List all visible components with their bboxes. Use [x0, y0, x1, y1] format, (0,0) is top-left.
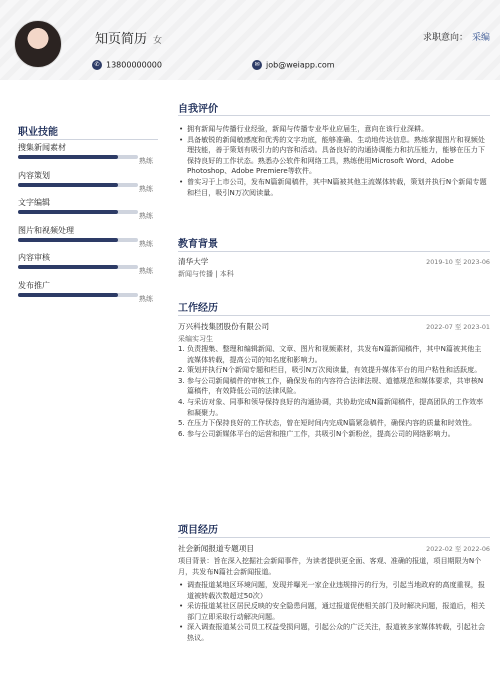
email-icon: ✉	[252, 60, 262, 70]
skill-level: 熟练	[139, 185, 153, 193]
item-number: 6.	[178, 428, 185, 438]
skill-bar-fill	[18, 183, 118, 187]
list-item	[178, 344, 488, 365]
item-text: 策划并执行N个新闻专题和栏目，吸引N万次阅读量，有效提升媒体平台的用户粘性和活跃度。	[187, 365, 482, 375]
intent-value: 采编	[471, 33, 490, 43]
skill-bar	[18, 238, 138, 242]
education-dates: 2019-10 至 2023-06	[426, 258, 490, 266]
list-item: • 深入调查报道某公司员工权益受损问题，引起公众的广泛关注，报道被多家媒体转载，引起社会热议。	[178, 622, 488, 643]
skill-name: 内容审核	[18, 253, 50, 262]
skill-bar-fill	[18, 293, 118, 297]
skill-level: 熟练	[139, 267, 153, 275]
list-item: • 调查报道某地区环境问题，发现并曝光一家企业违规排污的行为，引起当地政府的高度重视，报道被转载次数超过50次）	[178, 580, 488, 601]
phone-text: 13800000000	[106, 60, 162, 70]
skills-title: 职业技能	[18, 127, 58, 138]
main-content	[168, 80, 490, 693]
skill-level: 熟练	[139, 295, 153, 303]
section-divider	[178, 537, 490, 538]
list-item: • 拥有新闻与传播行业经验，新闻与传播专业毕业应届生，意向在该行业深耕。	[178, 124, 488, 135]
self-eval-title: 自我评价	[178, 104, 218, 115]
list-item	[178, 429, 488, 440]
email-text: job@weiapp.com	[266, 60, 335, 70]
skill-bar-fill	[18, 155, 118, 159]
phone-icon: ✆	[92, 60, 102, 70]
work-title: 工作经历	[178, 303, 218, 314]
skill-name: 搜集新闻素材	[18, 143, 66, 152]
list-item	[178, 365, 488, 376]
education-major: 新闻与传播 | 本科	[178, 270, 234, 278]
phone-item	[92, 60, 162, 70]
project-title: 项目经历	[178, 525, 218, 536]
education-row	[178, 256, 490, 267]
list-item	[178, 418, 488, 429]
skill-item	[18, 142, 158, 170]
section-divider	[178, 115, 490, 116]
list-item	[178, 397, 488, 418]
project-background: 项目背景：旨在深入挖掘社会新闻事件，为读者提供更全面、客观、准确的报道，项目期限为N个月，共发布N篇社会新闻报道。	[178, 556, 482, 576]
item-number: 3.	[178, 375, 185, 385]
skill-name: 内容策划	[18, 171, 50, 180]
project-dates: 2022-02 至 2022-06	[426, 545, 490, 553]
list-item: • 曾实习于上市公司，发布N篇新闻稿件，其中N篇被其他主流媒体转载，策划并执行N个新闻专题和栏目，吸引N万次阅读量。	[178, 177, 488, 198]
gender-text: 女	[153, 36, 163, 46]
project-name: 社会新闻报道专题项目	[178, 544, 254, 553]
email-item	[252, 60, 335, 70]
skill-bar	[18, 210, 138, 214]
skill-level: 熟练	[139, 157, 153, 165]
name-text: 知页简历	[95, 32, 148, 47]
skill-bar	[18, 183, 138, 187]
work-role: 采编实习生	[178, 335, 213, 343]
skill-item	[18, 280, 158, 308]
job-intent	[423, 30, 490, 43]
item-text: 负责搜集、整理和编辑新闻、文章、图片和视频素材，共发布N篇新闻稿件，其中N篇被其他主流媒体转载，提高公司的知名度和影响力。	[187, 344, 482, 364]
item-text: 与采访对象、同事和领导保持良好的沟通协调，共协助完成N篇新闻稿件，提高团队的工作效率和凝聚力。	[187, 396, 484, 417]
skill-bar	[18, 265, 138, 269]
skill-bar-fill	[18, 238, 118, 242]
company-name: 万兴科技集团股份有限公司	[178, 322, 270, 331]
list-item: • 采访报道某社区居民反映的安全隐患问题，通过报道促使相关部门及时解决问题，报道后，相关部门立即采取行动解决问题。	[178, 601, 488, 622]
skill-name: 发布推广	[18, 281, 50, 290]
sidebar	[0, 80, 160, 693]
skill-item	[18, 225, 158, 253]
school-name: 清华大学	[178, 257, 209, 266]
list-item: • 具备敏锐的新闻敏感度和优秀的文字功底，能够准确、生动地传达信息。熟练掌握图片和视频处理技能，善于策划有吸引力的内容和活动。具备良好的沟通协调能力和抗压能力，能够在压力下保持良好的工作状态。熟悉办公软件和网络工具，熟练使用Microsoft Word、Adobe Photoshop、Adobe Premiere等软件。	[178, 135, 488, 177]
item-number: 4.	[178, 396, 185, 406]
list-item	[178, 376, 488, 397]
resume-name	[95, 28, 162, 47]
work-row	[178, 321, 490, 332]
section-divider	[178, 315, 490, 316]
contact-bar	[92, 60, 500, 74]
skills-divider	[18, 139, 158, 140]
skill-item	[18, 197, 158, 225]
avatar	[14, 20, 62, 68]
section-divider	[178, 251, 490, 252]
item-text: 在压力下保持良好的工作状态，曾在短时间内完成N篇紧急稿件，确保内容的质量和时效性。	[187, 418, 477, 428]
item-number: 5.	[178, 418, 185, 428]
skill-bar-fill	[18, 265, 118, 269]
item-number: 1.	[178, 344, 185, 353]
skill-name: 文字编辑	[18, 198, 50, 207]
skill-item	[18, 252, 158, 280]
skill-bar	[18, 155, 138, 159]
self-eval-list	[178, 124, 488, 198]
education-title: 教育背景	[178, 239, 218, 250]
skill-level: 熟练	[139, 240, 153, 248]
skill-item	[18, 170, 158, 198]
item-number: 2.	[178, 365, 185, 375]
item-text: 参与公司新闻稿件的审核工作，确保发布的内容符合法律法规、道德规范和媒体要求，共审核N篇稿件，有效降低公司的法律风险。	[187, 375, 484, 396]
work-dates: 2022-07 至 2023-01	[426, 323, 490, 331]
header	[0, 0, 500, 80]
item-text: 参与公司新媒体平台的运营和推广工作，共吸引N个新粉丝，提高公司的网络影响力。	[187, 428, 455, 438]
intent-label: 求职意向：	[422, 33, 468, 43]
skill-name: 图片和视频处理	[18, 226, 74, 235]
skill-level: 熟练	[139, 212, 153, 220]
work-list	[178, 344, 488, 439]
project-row	[178, 543, 490, 554]
skill-bar-fill	[18, 210, 118, 214]
project-list	[178, 580, 488, 644]
skill-bar	[18, 293, 138, 297]
